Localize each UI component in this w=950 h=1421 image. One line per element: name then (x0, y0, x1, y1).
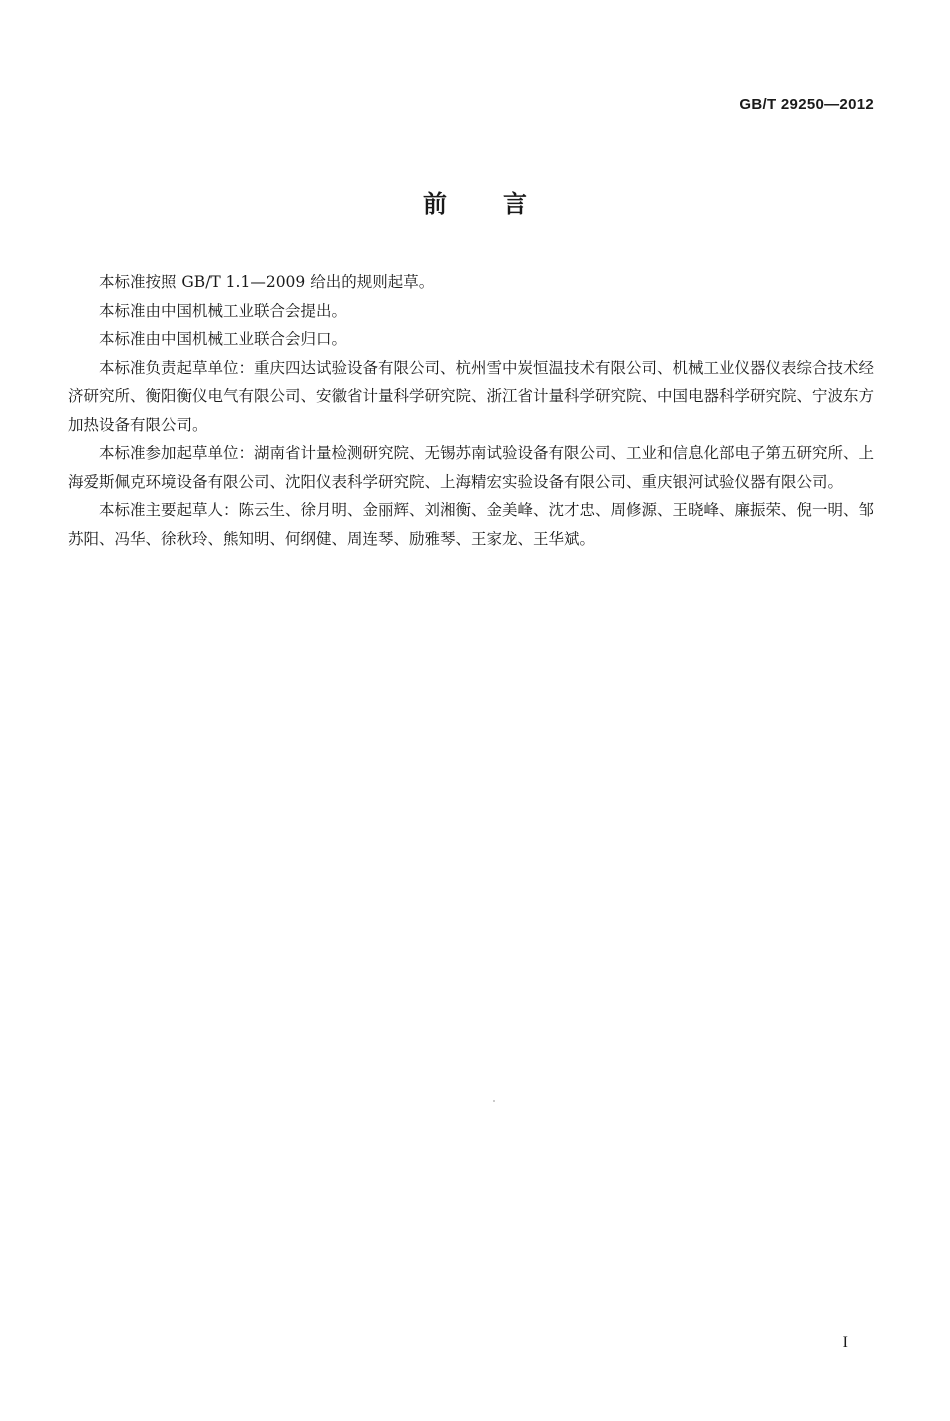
paragraph-drafting-rules: 本标准按照 GB/T 1.1—2009 给出的规则起草。 (99, 273, 435, 291)
paragraph-proposed-by: 本标准由中国机械工业联合会提出。 (99, 301, 348, 320)
page-number: I (842, 1334, 848, 1351)
paragraph-participating-drafters: 本标准参加起草单位：湖南省计量检测研究院、无锡苏南试验设备有限公司、工业和信息化部电子第五研究所、上海爱斯佩克环境设备有限公司、沈阳仪表科学研究院、上海精宏实验设备有限公司、重庆银河试验仪器有限公司。 (68, 444, 875, 491)
scan-speck (493, 1100, 495, 1102)
paragraph-responsible-drafters: 本标准负责起草单位：重庆四达试验设备有限公司、杭州雪中炭恒温技术有限公司、机械工业仪器仪表综合技术经济研究所、衡阳衡仪电气有限公司、安徽省计量科学研究院、浙江省计量科学研究院、中国电器科学研究院、宁波东方加热设备有限公司。 (68, 358, 875, 434)
foreword-body (68, 268, 874, 553)
standard-code: GB/T 29250—2012 (739, 96, 874, 113)
paragraph-main-drafters: 本标准主要起草人：陈云生、徐月明、金丽辉、刘湘衡、金美峰、沈才忠、周修源、王晓峰、廉振荣、倪一明、邹苏阳、冯华、徐秋玲、熊知明、何纲健、周连琴、励雅琴、王家龙、王华斌。 (68, 501, 875, 548)
page-title: 前言 (423, 190, 583, 218)
paragraph-centralized-by: 本标准由中国机械工业联合会归口。 (99, 330, 348, 348)
